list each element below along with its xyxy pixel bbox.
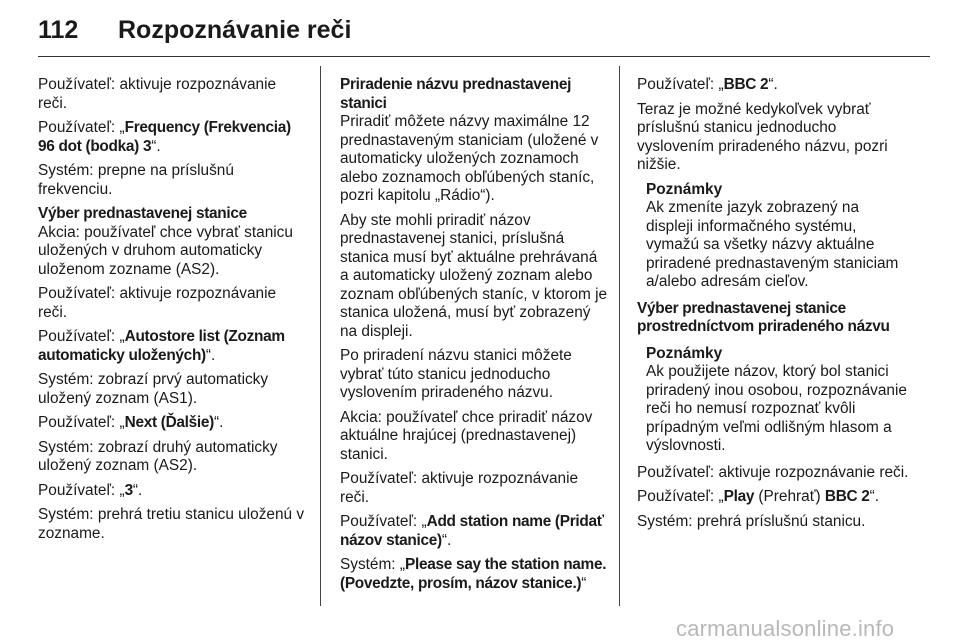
note-title: Poznámky [646,344,723,362]
chapter-title: Rozpoznávanie reči [118,15,352,44]
note-text: Ak zmeníte jazyk zobrazený na displeji informačného systému, vymažú sa všetky názvy aktuálne priradené prednastaveným staniciam a/alebo adresám cieľov. [646,199,899,290]
paragraph: Používateľ: aktivuje rozpoznávanie reči. [637,463,909,481]
voice-command: Add station name (Pridať názov stanice) [340,513,604,549]
paragraph: Po priradení názvu stanici môžete vybrať túto stanicu jednoducho vyslovením priradeného názvu. [340,347,572,401]
paragraph: Systém: prehrá tretiu stanicu uloženú v zozname. [38,506,305,542]
watermark: carmanualsonline.info [676,616,895,641]
voice-command: Play [723,488,755,505]
paragraph: Používateľ: „Autostore list (Zoznam automaticky uložených)“. [38,328,285,364]
paragraph: Systém: prepne na príslušnú frekvenciu. [38,162,234,198]
system-prompt: Please say the station name. (Povedzte, prosím, názov stanice.) [340,556,607,592]
paragraph: Akcia: používateľ chce vybrať stanicu uložených v druhom automaticky uloženom zozname (AS2). [38,223,293,278]
note-box [646,181,909,292]
section-heading: Výber prednastavenej stanice [38,205,247,222]
paragraph: Systém: „Please say the station name. (Povedzte, prosím, názov stanice.)“ [340,556,607,592]
column-1 [38,76,306,549]
column-2 [340,76,608,599]
paragraph: Používateľ: „Play (Prehrať) BBC 2“. [637,488,879,505]
section-heading: Priradenie názvu prednastavenej stanici [340,76,572,112]
note-title: Poznámky [646,180,723,198]
paragraph: Používateľ: „BBC 2“. [637,76,778,93]
paragraph: Aby ste mohli priradiť názov prednastavenej stanici, príslušná stanica musí byť aktuálne prehrávaná a automaticky uložený zoznam alebo zoznam obľúbených staníc, v ktorom je stanica uložená, musí byť zobrazený na displeji. [340,211,608,340]
paragraph: Systém: zobrazí prvý automaticky uložený zoznam (AS1). [38,371,269,407]
voice-command: BBC 2 [723,76,769,93]
paragraph: Používateľ: aktivuje rozpoznávanie reči. [38,76,277,112]
voice-command: 3 [124,481,133,499]
paragraph: Používateľ: aktivuje rozpoznávanie reči. [340,470,579,506]
paragraph: Akcia: používateľ chce priradiť názov aktuálne hrajúcej (prednastavenej) stanici. [340,408,593,463]
paragraph: Používateľ: „Add station name (Pridať názov stanice)“. [340,513,604,549]
paragraph: Používateľ: aktivuje rozpoznávanie reči. [38,285,277,321]
section-heading: Výber prednastavenej stanice prostredníctvom priradeného názvu [637,299,890,335]
voice-command: Autostore list (Zoznam automaticky uložených) [38,328,285,364]
column-divider-2 [619,66,620,606]
note-box [646,345,909,456]
paragraph: Teraz je možné kedykoľvek vybrať príslušnú stanicu jednoducho vyslovením priradeného názvu, pozri nižšie. [637,100,888,173]
column-3 [637,76,909,537]
paragraph: Systém: zobrazí druhý automaticky uložený zoznam (AS2). [38,438,278,474]
column-divider-1 [320,66,321,606]
voice-command: BBC 2 [824,488,870,505]
paragraph: Používateľ: „Frequency (Frekvencia) 96 dot (bodka) 3“. [38,119,291,155]
page-header [38,10,351,50]
voice-command: Next (Ďalšie) [124,414,214,431]
header-rule [38,56,930,57]
paragraph: Používateľ: „3“. [38,481,143,499]
paragraph: Systém: prehrá príslušnú stanicu. [637,512,866,530]
paragraph: Používateľ: „Next (Ďalšie)“. [38,414,224,431]
paragraph: Priradiť môžete názvy maximálne 12 prednastaveným staniciam (uložené v automaticky uložených zoznamoch alebo zoznamoch obľúbených staníc, pozri kapitolu „Rádio“). [340,113,599,204]
page-number: 112 [38,15,79,44]
note-text: Ak použijete názov, ktorý bol stanici priradený inou osobou, rozpoznávanie reči ho nemusí rozpoznať kvôli prípadným veľmi odlišným hlasom a výslovnosti. [646,363,907,454]
voice-command: Frequency (Frekvencia) 96 dot (bodka) 3 [38,119,291,155]
